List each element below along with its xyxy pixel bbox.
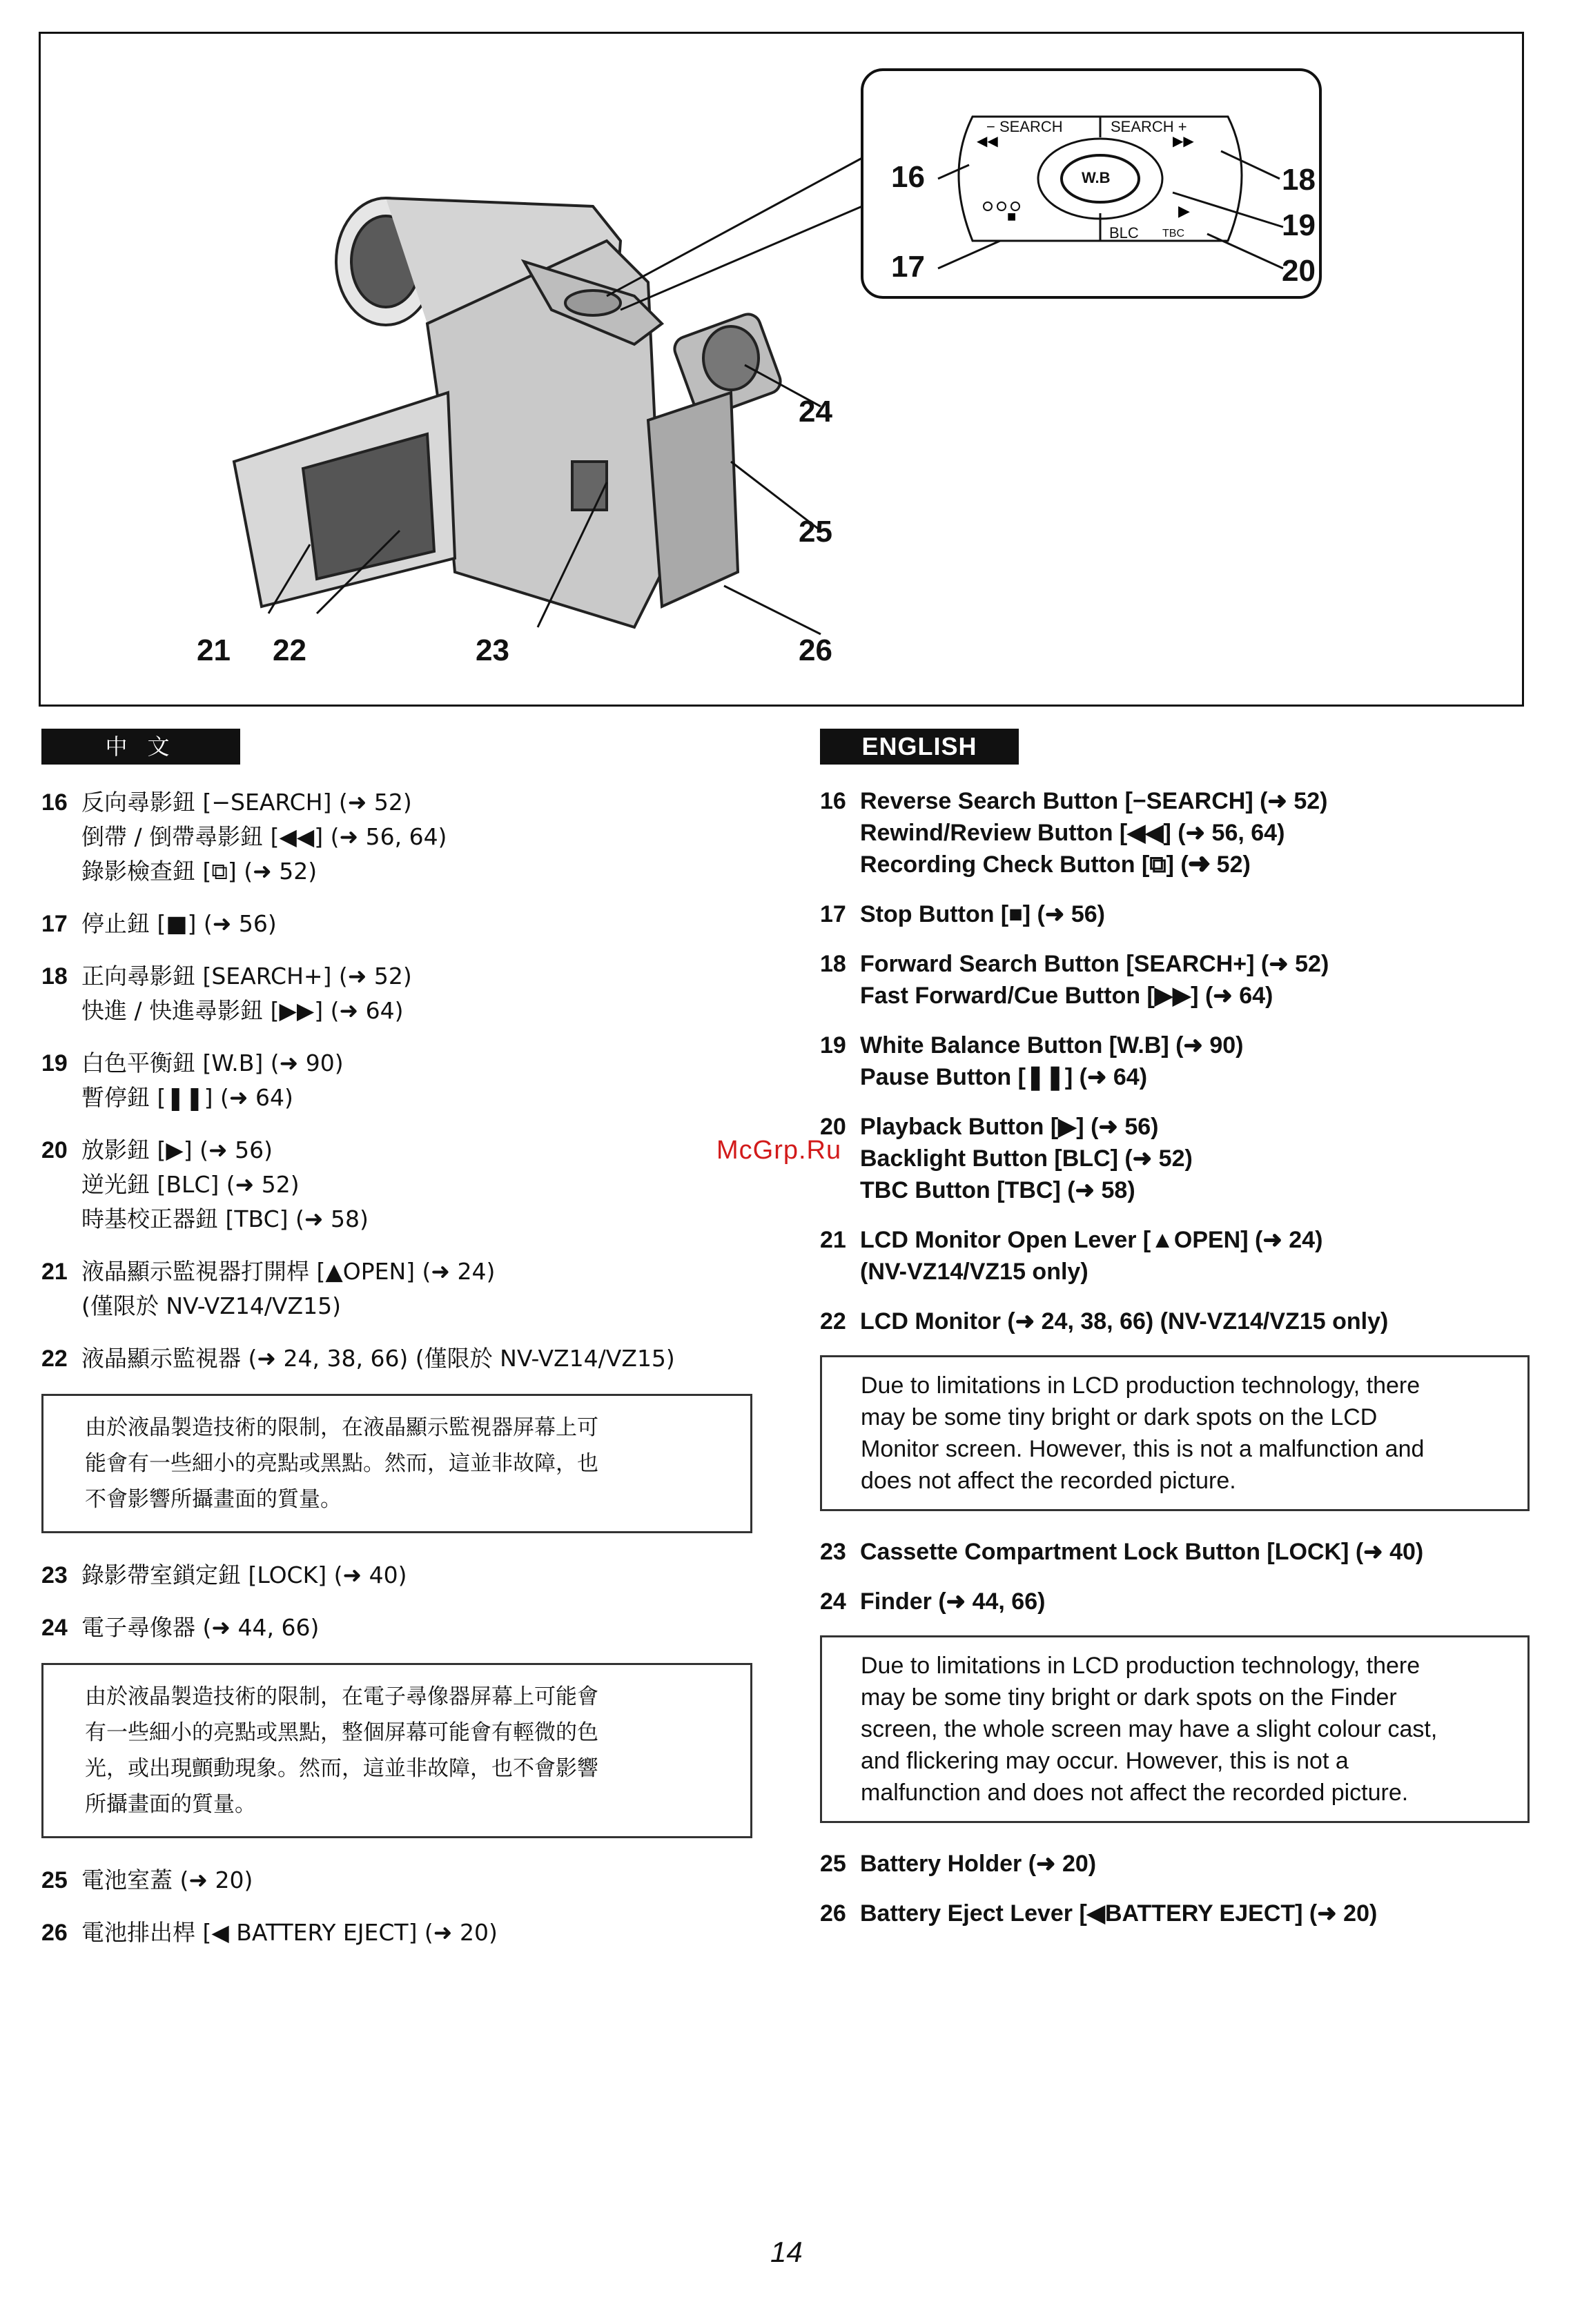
note-line: may be some tiny bright or dark spots on the Finder [861,1684,1397,1711]
item-line: 電池排出桿 [◀ BATTERY EJECT] (➜ 20) [81,1919,498,1946]
watermark-text: McGrp.Ru [716,1136,842,1165]
chinese-header: 中 文 [41,729,240,765]
note-line: Due to limitations in LCD production technology, there [861,1372,1420,1399]
list-item [820,785,1531,880]
list-item [41,785,766,889]
note-line: 光，或出現顫動現象。然而，這並非故障，也不會影響 [85,1756,598,1781]
list-item [820,948,1531,1012]
item-line: 反向尋影鈕 [−SEARCH] (➜ 52) [81,789,412,816]
item-number: 25 [41,1867,68,1893]
list-item [41,1046,766,1115]
english-items [820,785,1531,1337]
list-item [820,898,1531,930]
lcd-note-box [820,1355,1530,1511]
english-section [820,729,1531,1947]
svg-text:■: ■ [1007,208,1017,225]
list-item [41,907,766,941]
callout-17: 17 [891,250,925,284]
page-number: 14 [770,2236,803,2268]
note-line: 由於液晶製造技術的限制，在液晶顯示監視器屏幕上可 [85,1415,598,1440]
lcd-note-box [41,1394,752,1533]
svg-text:▶▶: ▶▶ [1173,134,1194,149]
item-number: 23 [41,1562,68,1588]
plus-search-label: SEARCH + [1111,118,1187,135]
item-line: Reverse Search Button [−SEARCH] (➜ 52) [860,788,1328,814]
callout-21: 21 [197,633,231,667]
list-item [41,1916,766,1950]
list-item [820,1536,1531,1568]
list-item [820,1848,1531,1880]
list-item [41,1558,766,1593]
item-line: 快進 / 快進尋影鈕 [▶▶] (➜ 64) [81,997,404,1024]
item-number: 24 [41,1615,68,1641]
item-line: 倒帶 / 倒帶尋影鈕 [◀◀] (➜ 56, 64) [81,823,447,850]
item-line: 白色平衡鈕 [W.B] (➜ 90) [81,1050,344,1076]
list-item [820,1030,1531,1093]
item-line: 電子尋像器 (➜ 44, 66) [81,1614,320,1641]
finder-note-box [41,1663,752,1838]
note-line: screen, the whole screen may have a slight colour cast, [861,1716,1438,1742]
list-item [41,1611,766,1645]
callout-20: 20 [1282,254,1316,288]
item-line: 暫停鈕 [❚❚] (➜ 64) [81,1084,293,1111]
item-number: 17 [41,911,68,937]
item-line: 停止鈕 [■] (➜ 56) [81,910,277,937]
english-header: ENGLISH [820,729,1019,765]
item-number: 17 [820,901,846,927]
list-item [41,959,766,1028]
item-number: 24 [820,1588,846,1615]
camcorder-figure [39,32,1524,707]
item-line: 時基校正器鈕 [TBC] (➜ 58) [81,1205,369,1232]
tbc-label: TBC [1162,228,1184,239]
item-number: 23 [820,1539,846,1565]
english-items-3 [820,1848,1531,1929]
item-line: White Balance Button [W.B] (➜ 90) [860,1032,1244,1058]
item-number: 19 [41,1050,68,1076]
chinese-items [41,785,766,1376]
svg-text:◀◀: ◀◀ [977,134,998,149]
item-number: 22 [41,1346,68,1372]
item-line: 液晶顯示監視器 (➜ 24, 38, 66) (僅限於 NV-VZ14/VZ15) [81,1345,675,1372]
item-line: Cassette Compartment Lock Button [LOCK] (➜ 40) [860,1539,1424,1565]
note-line: 所攝畫面的質量。 [85,1792,256,1817]
chinese-section [41,729,766,1968]
item-line: 液晶顯示監視器打開桿 [▲OPEN] (➜ 24) [81,1258,496,1285]
item-line: Playback Button [▶] (➜ 56) [860,1114,1159,1140]
item-line: 電池室蓋 (➜ 20) [81,1867,253,1893]
item-number: 20 [820,1114,846,1140]
callout-22: 22 [273,633,306,667]
item-number: 20 [41,1137,68,1163]
callout-16: 16 [891,160,925,194]
item-number: 26 [41,1920,68,1946]
item-line: 放影鈕 [▶] (➜ 56) [81,1136,273,1163]
note-line: does not affect the recorded picture. [861,1468,1236,1494]
item-line: Fast Forward/Cue Button [▶▶] (➜ 64) [860,983,1273,1009]
item-number: 22 [820,1308,846,1335]
chinese-items-2 [41,1558,766,1645]
chinese-items-3 [41,1863,766,1950]
english-items-2 [820,1536,1531,1617]
minus-search-label: − SEARCH [986,118,1063,135]
item-line: Rewind/Review Button [◀◀] (➜ 56, 64) [860,820,1285,846]
list-item [41,1863,766,1898]
list-item [41,1341,766,1376]
list-item [820,1898,1531,1929]
note-line: 不會影響所攝畫面的質量。 [85,1487,342,1512]
list-item [41,1254,766,1323]
item-line: 錄影檢查鈕 [⧉] (➜ 52) [81,858,318,885]
item-line: Battery Holder (➜ 20) [860,1851,1097,1877]
list-item [820,1586,1531,1617]
list-item [820,1224,1531,1288]
item-number: 16 [820,788,846,814]
finder-note-box [820,1635,1530,1823]
note-line: malfunction and does not affect the recorded picture. [861,1780,1409,1806]
list-item [820,1306,1531,1337]
item-line: Finder (➜ 44, 66) [860,1588,1046,1615]
item-line: (僅限於 NV-VZ14/VZ15) [81,1292,342,1319]
item-number: 18 [820,951,846,977]
note-line: 有一些細小的亮點或黑點，整個屏幕可能會有輕微的色 [85,1720,598,1745]
item-line: (NV-VZ14/VZ15 only) [860,1259,1088,1285]
item-line: Forward Search Button [SEARCH+] (➜ 52) [860,951,1329,977]
note-line: 能會有一些細小的亮點或黑點。然而，這並非故障，也 [85,1451,598,1476]
callout-24: 24 [799,395,832,429]
item-line: TBC Button [TBC] (➜ 58) [860,1177,1135,1203]
wb-label: W.B [1082,169,1111,186]
item-line: 錄影帶室鎖定鈕 [LOCK] (➜ 40) [81,1562,407,1588]
item-number: 25 [820,1851,846,1877]
item-line: Pause Button [❚❚] (➜ 64) [860,1064,1148,1090]
item-number: 21 [820,1227,846,1253]
item-number: 26 [820,1900,846,1927]
camcorder-illustration [41,34,1522,705]
item-line: Backlight Button [BLC] (➜ 52) [860,1145,1193,1172]
callout-23: 23 [476,633,509,667]
note-line: 由於液晶製造技術的限制，在電子尋像器屏幕上可能會 [85,1684,598,1709]
item-number: 21 [41,1259,68,1285]
note-line: may be some tiny bright or dark spots on the LCD [861,1404,1378,1430]
item-line: 逆光鈕 [BLC] (➜ 52) [81,1171,300,1198]
item-line: Battery Eject Lever [◀BATTERY EJECT] (➜ 20) [860,1900,1378,1927]
item-number: 18 [41,963,68,989]
callout-26: 26 [799,633,832,667]
item-line: LCD Monitor (➜ 24, 38, 66) (NV-VZ14/VZ15 only) [860,1308,1389,1335]
svg-text:▶: ▶ [1178,202,1190,219]
item-number: 19 [820,1032,846,1058]
note-line: Due to limitations in LCD production technology, there [861,1653,1420,1679]
callout-18: 18 [1282,163,1316,197]
note-line: Monitor screen. However, this is not a malfunction and [861,1436,1425,1462]
blc-label: BLC [1109,224,1139,242]
item-line: LCD Monitor Open Lever [▲OPEN] (➜ 24) [860,1227,1323,1253]
note-line: and flickering may occur. However, this is not a [861,1748,1349,1774]
list-item [41,1133,766,1237]
list-item [820,1111,1531,1206]
item-line: Recording Check Button [⧉] (➜ 52) [860,851,1251,878]
item-number: 16 [41,789,68,816]
item-line: Stop Button [■] (➜ 56) [860,901,1105,927]
callout-19: 19 [1282,208,1316,242]
callout-25: 25 [799,515,832,549]
item-line: 正向尋影鈕 [SEARCH+] (➜ 52) [81,963,412,989]
